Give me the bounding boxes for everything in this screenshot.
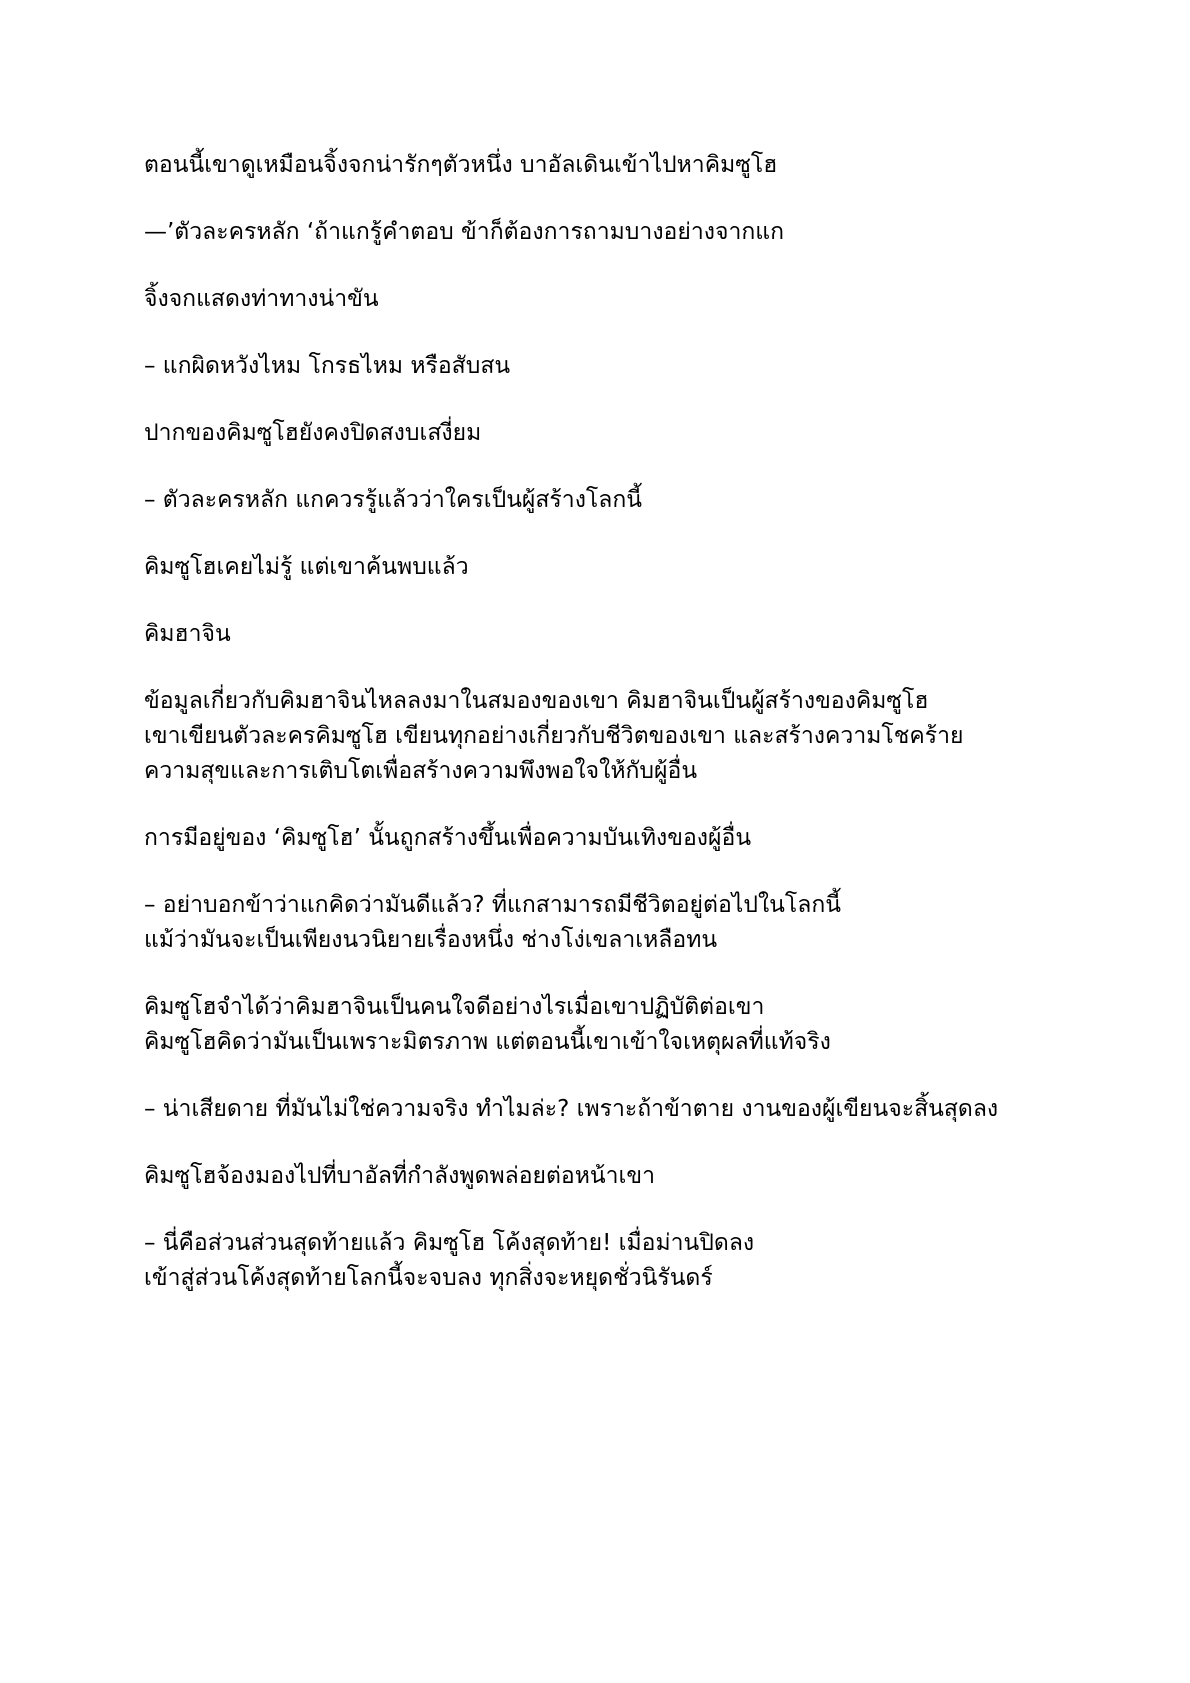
text-line: แม้ว่ามันจะเป็นเพียงนวนิยายเรื่องหนึ่ง ช่างโง่เขลาเหลือทน xyxy=(144,927,718,953)
text-line: การมีอยู่ของ ‘คิมซูโฮ’ นั้นถูกสร้างขึ้นเพื่อความบันเทิงของผู้อื่น xyxy=(144,825,752,851)
text-line: เขาเขียนตัวละครคิมซูโฮ เขียนทุกอย่างเกี่ยวกับชีวิตของเขา และสร้างความโชคร้าย xyxy=(144,723,964,749)
text-line: ข้อมูลเกี่ยวกับคิมฮาจินไหลลงมาในสมองของเขา คิมฮาจินเป็นผู้สร้างของคิมซูโฮ xyxy=(144,688,929,714)
text-line: – แกผิดหวังไหม โกรธไหม หรือสับสน xyxy=(144,353,511,379)
text-line: —’ตัวละครหลัก ‘ถ้าแกรู้คำตอบ ข้าก็ต้องการถามบางอย่างจากแก xyxy=(144,219,785,245)
paragraph-2 xyxy=(144,215,1070,250)
paragraph-9 xyxy=(144,684,1070,789)
text-line: เข้าสู่ส่วนโค้งสุดท้ายโลกนี้จะจบลง ทุกสิ่งจะหยุดชั่วนิรันดร์ xyxy=(144,1265,713,1291)
text-line: – อย่าบอกข้าว่าแกคิดว่ามันดีแล้ว? ที่แกสามารถมีชีวิตอยู่ต่อไปในโลกนี้ xyxy=(144,892,841,918)
paragraph-4 xyxy=(144,349,1070,384)
paragraph-13 xyxy=(144,1092,1070,1127)
text-line: ตอนนี้เขาดูเหมือนจิ้งจกน่ารักๆตัวหนึ่ง บาอัลเดินเข้าไปหาคิมซูโฮ xyxy=(144,152,778,178)
paragraph-12 xyxy=(144,990,1070,1060)
text-line: คิมซูโฮคิดว่ามันเป็นเพราะมิตรภาพ แต่ตอนนี้เขาเข้าใจเหตุผลที่แท้จริง xyxy=(144,1029,831,1055)
paragraph-14 xyxy=(144,1159,1070,1194)
text-line: คิมซูโฮเคยไม่รู้ แต่เขาค้นพบแล้ว xyxy=(144,554,469,580)
paragraph-1 xyxy=(144,148,1070,183)
text-line: คิมซูโฮจำได้ว่าคิมฮาจินเป็นคนใจดีอย่างไรเมื่อเขาปฏิบัติต่อเขา xyxy=(144,994,765,1020)
text-line: ความสุขและการเติบโตเพื่อสร้างความพึงพอใจให้กับผู้อื่น xyxy=(144,758,698,784)
paragraph-8 xyxy=(144,617,1070,652)
text-line: คิมซูโฮจ้องมองไปที่บาอัลที่กำลังพูดพล่อยต่อหน้าเขา xyxy=(144,1163,656,1189)
paragraph-11 xyxy=(144,888,1070,958)
paragraph-3 xyxy=(144,282,1070,317)
text-line: ปากของคิมซูโฮยังคงปิดสงบเสงี่ยม xyxy=(144,420,482,446)
text-line: จิ้งจกแสดงท่าทางน่าขัน xyxy=(144,286,379,312)
paragraph-15 xyxy=(144,1226,1070,1296)
text-line: – นี่คือส่วนส่วนสุดท้ายแล้ว คิมซูโฮ โค้งสุดท้าย! เมื่อม่านปิดลง xyxy=(144,1230,755,1256)
paragraph-6 xyxy=(144,483,1070,518)
text-line: – ตัวละครหลัก แกควรรู้แล้วว่าใครเป็นผู้สร้างโลกนี้ xyxy=(144,487,643,513)
paragraph-10 xyxy=(144,821,1070,856)
text-line: คิมฮาจิน xyxy=(144,621,231,647)
paragraph-5 xyxy=(144,416,1070,451)
paragraph-7 xyxy=(144,550,1070,585)
text-line: – น่าเสียดาย ที่มันไม่ใช่ความจริง ทำไมล่ะ? เพราะถ้าข้าตาย งานของผู้เขียนจะสิ้นสุดลง xyxy=(144,1096,999,1122)
